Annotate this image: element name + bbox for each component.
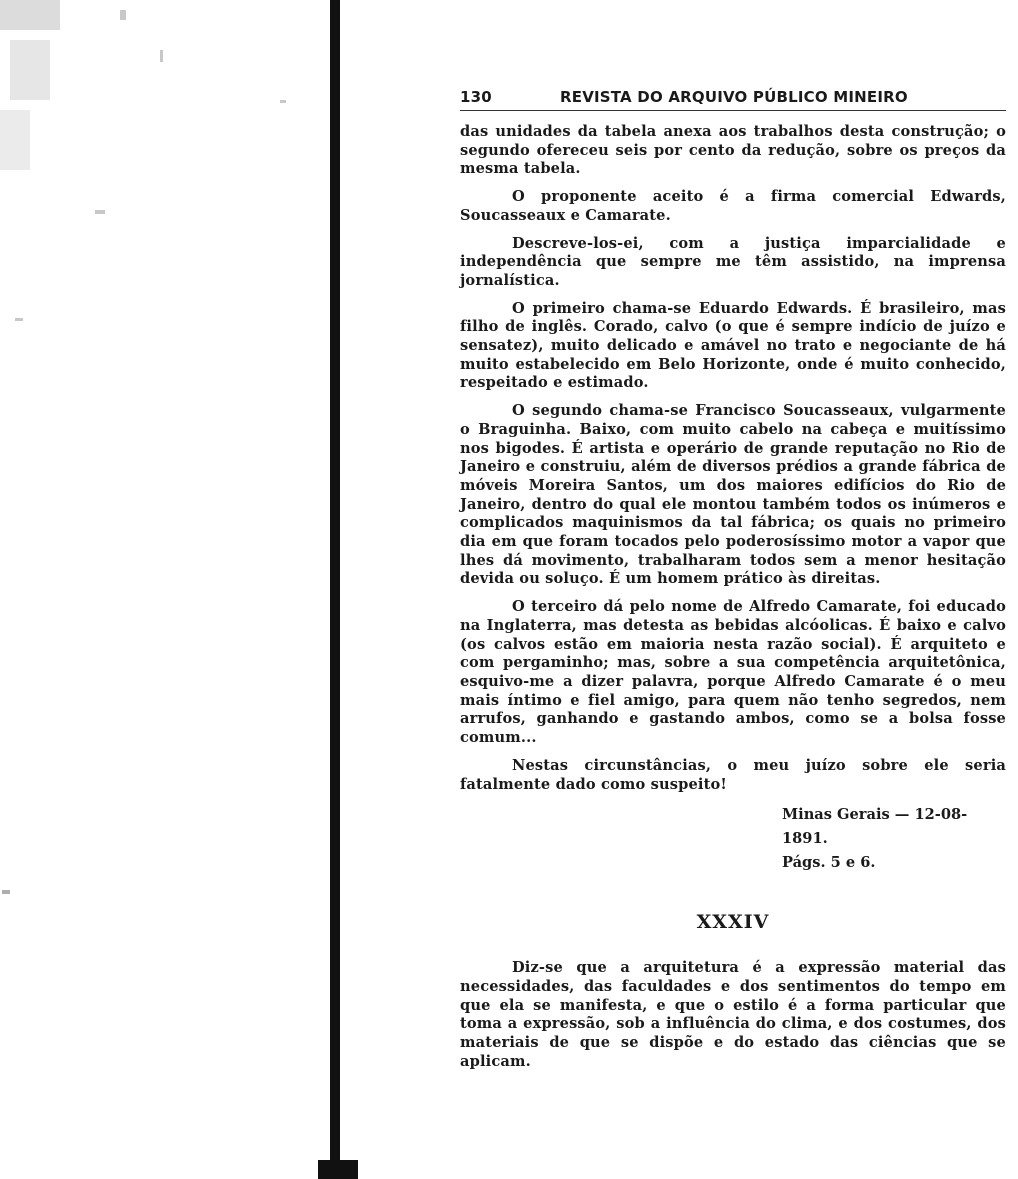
scan-noise [120,10,126,20]
text-page [460,88,1006,1080]
running-head [460,88,1006,111]
scan-noise [15,318,23,321]
paragraph: O primeiro chama-se Eduardo Edwards. É brasileiro, mas filho de inglês. Corado, calvo (o que é sempre indício de juízo e sensatez), muito delicado e amável no trato e negociante de há muito estabelecido em Belo Horizonte, onde é muito conhecido, respeitado e estimado. [460,299,1006,392]
scan-noise [10,40,50,100]
source-citation [782,803,1006,875]
paragraph: O terceiro dá pelo nome de Alfredo Camarate, foi educado na Inglaterra, mas detesta as bebidas alcóolicas. É baixo e calvo (os calvos estão em maioria nesta razão social). É arquiteto e com pergaminho; mas, sobre a sua competência arquitetônica, esquivo-me a dizer palavra, porque Alfredo Camarate é o meu mais íntimo e fiel amigo, para quem não tenho segredos, nem arrufos, ganhando e gastando ambos, como se a bolsa fosse comum... [460,598,1006,747]
journal-title: REVISTA DO ARQUIVO PÚBLICO MINEIRO [560,88,908,106]
citation-pages: Págs. 5 e 6. [782,854,876,872]
scan-noise [160,50,163,62]
book-gutter-foot [318,1160,358,1179]
chapter-heading: XXXIV [696,911,770,934]
scan-noise [2,890,10,894]
scan-noise [0,0,60,30]
scan-noise [0,110,30,170]
chapter-paragraph: Diz-se que a arquitetura é a expressão material das necessidades, das faculdades e dos sentimentos do tempo em que ela se manifesta, e que o estilo é a forma particular que toma a expressão, sob a influência do clima, e dos costumes, dos materiais de que se dispõe e do estado das ciências que se aplicam. [460,959,1006,1070]
paragraph: Descreve-los-ei, com a justiça imparcialidade e independência que sempre me têm assistido, na imprensa jornalística. [460,234,1006,289]
paragraph: O segundo chama-se Francisco Soucasseaux, vulgarmente o Braguinha. Baixo, com muito cabelo na cabeça e muitíssimo nos bigodes. É artista e operário de grande reputação no Rio de Janeiro e construiu, além de diversos prédios a grande fábrica de móveis Moreira Santos, um dos maiores edifícios do Rio de Janeiro, dentro do qual ele montou também todos os inúmeros e complicados maquinismos da tal fábrica; os quais no primeiro dia em que foram tocados pelo poderosíssimo motor a vapor que lhes dá movimento, trabalharam todos sem a menor hesitação devida ou soluço. É um homem prático às direitas. [460,402,1006,588]
paragraph: Nestas circunstâncias, o meu juízo sobre ele seria fatalmente dado como suspeito! [460,756,1006,793]
citation-line: Minas Gerais — 12-08-1891. [782,806,968,848]
page-number: 130 [460,88,492,106]
book-gutter [330,0,340,1179]
facing-page [0,0,340,1179]
scan-noise [280,100,286,103]
paragraph: das unidades da tabela anexa aos trabalhos desta construção; o segundo ofereceu seis por cento da redução, sobre os preços da mesma tabela. [460,123,1006,178]
paragraph: O proponente aceito é a firma comercial Edwards, Soucasseaux e Camarate. [460,188,1006,224]
scan-noise [95,210,105,214]
